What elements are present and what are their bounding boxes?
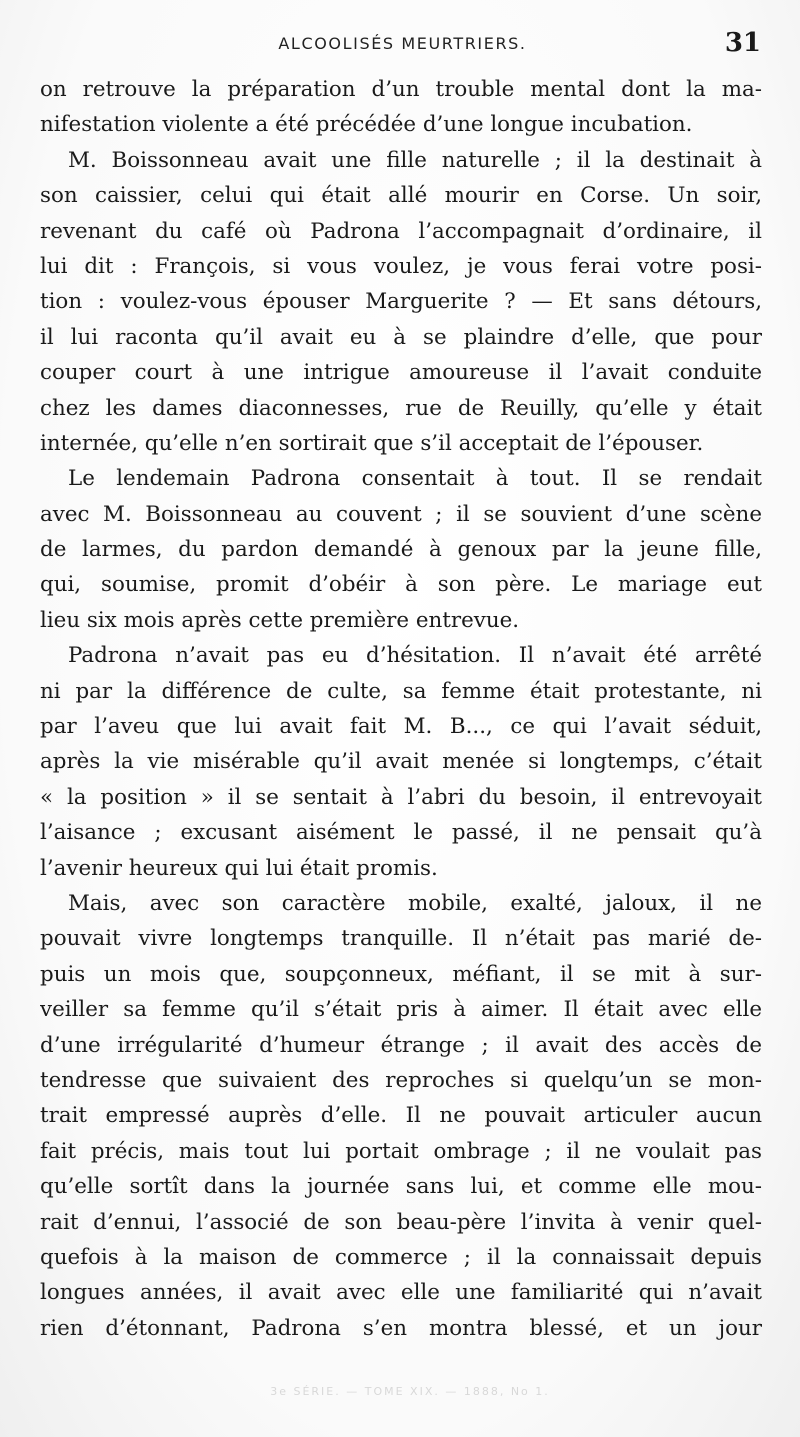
text-line: veiller sa femme qu’il s’était pris à aimer. Il était avec elle — [40, 997, 762, 1023]
text-line: lui dit : François, si vous voulez, je vous ferai votre posi- — [40, 253, 762, 279]
text-line: qu’elle sortît dans la journée sans lui, et comme elle mou- — [40, 1174, 762, 1200]
text-line: après la vie misérable qu’il avait menée si longtemps, c’était — [40, 749, 762, 775]
text-line: M. Boissonneau avait une fille naturelle ; il la destinait à — [68, 147, 762, 173]
text-line: tendresse que suivaient des reproches si quelqu’un se mon- — [40, 1067, 762, 1093]
text-line: nifestation violente a été précédée d’une longue incubation. — [40, 112, 693, 138]
text-line: quefois à la maison de commerce ; il la connaissait depuis — [40, 1244, 762, 1270]
text-line: ni par la différence de culte, sa femme était protestante, ni — [40, 678, 762, 704]
text-line: couper court à une intrigue amoureuse il l’avait conduite — [40, 360, 762, 386]
text-line: d’une irrégularité d’humeur étrange ; il avait des accès de — [40, 1032, 762, 1058]
text-line: revenant du café où Padrona l’accompagnait d’ordinaire, il — [40, 218, 762, 244]
body-text — [40, 72, 762, 1346]
text-line: l’aisance ; excusant aisément le passé, il ne pensait qu’à — [40, 820, 762, 846]
text-line: rien d’étonnant, Padrona s’en montra blessé, et un jour — [40, 1315, 762, 1341]
text-line: rait d’ennui, l’associé de son beau-père l’invita à venir quel- — [40, 1209, 762, 1235]
signature-line: 3e SÉRIE. — TOME XIX. — 1888, No 1. — [270, 1385, 550, 1398]
text-line: fait précis, mais tout lui portait ombrage ; il ne voulait pas — [40, 1138, 762, 1164]
text-line: qui, soumise, promit d’obéir à son père. Le mariage eut — [40, 572, 762, 598]
page-header — [40, 28, 765, 64]
text-line: lieu six mois après cette première entrevue. — [40, 607, 520, 633]
text-line: Mais, avec son caractère mobile, exalté, jaloux, il ne — [68, 890, 762, 916]
text-line: l’avenir heureux qui lui était promis. — [40, 855, 438, 881]
text-line: avec M. Boissonneau au couvent ; il se souvient d’une scène — [40, 501, 762, 527]
text-line: on retrouve la préparation d’un trouble mental dont la ma- — [40, 77, 762, 102]
text-line: de larmes, du pardon demandé à genoux par la jeune fille, — [40, 537, 762, 563]
text-line: son caissier, celui qui était allé mourir en Corse. Un soir, — [40, 183, 762, 209]
text-line: il lui raconta qu’il avait eu à se plaindre d’elle, que pour — [40, 324, 762, 350]
text-line: « la position » il se sentait à l’abri du besoin, il entrevoyait — [40, 784, 762, 810]
text-line: Padrona n’avait pas eu d’hésitation. Il n’avait été arrêté — [68, 643, 762, 669]
page-number: 31 — [724, 28, 761, 58]
text-line: longues années, il avait avec elle une familiarité qui n’avait — [40, 1280, 762, 1306]
text-line: puis un mois que, soupçonneux, méfiant, il se mit à sur- — [40, 961, 762, 987]
text-line: trait empressé auprès d’elle. Il ne pouvait articuler aucun — [40, 1103, 762, 1129]
running-title: ALCOOLISÉS MEURTRIERS. — [278, 34, 527, 53]
text-line: tion : voulez-vous épouser Marguerite ? — Et sans détours, — [40, 289, 762, 315]
text-line: pouvait vivre longtemps tranquille. Il n’était pas marié de- — [40, 926, 762, 952]
text-line: par l’aveu que lui avait fait M. B..., ce qui l’avait séduit, — [40, 714, 762, 740]
text-line: chez les dames diaconnesses, rue de Reuilly, qu’elle y était — [40, 395, 762, 421]
text-line: internée, qu’elle n’en sortirait que s’il acceptait de l’épouser. — [40, 430, 704, 456]
text-line: Le lendemain Padrona consentait à tout. Il se rendait — [68, 466, 762, 492]
